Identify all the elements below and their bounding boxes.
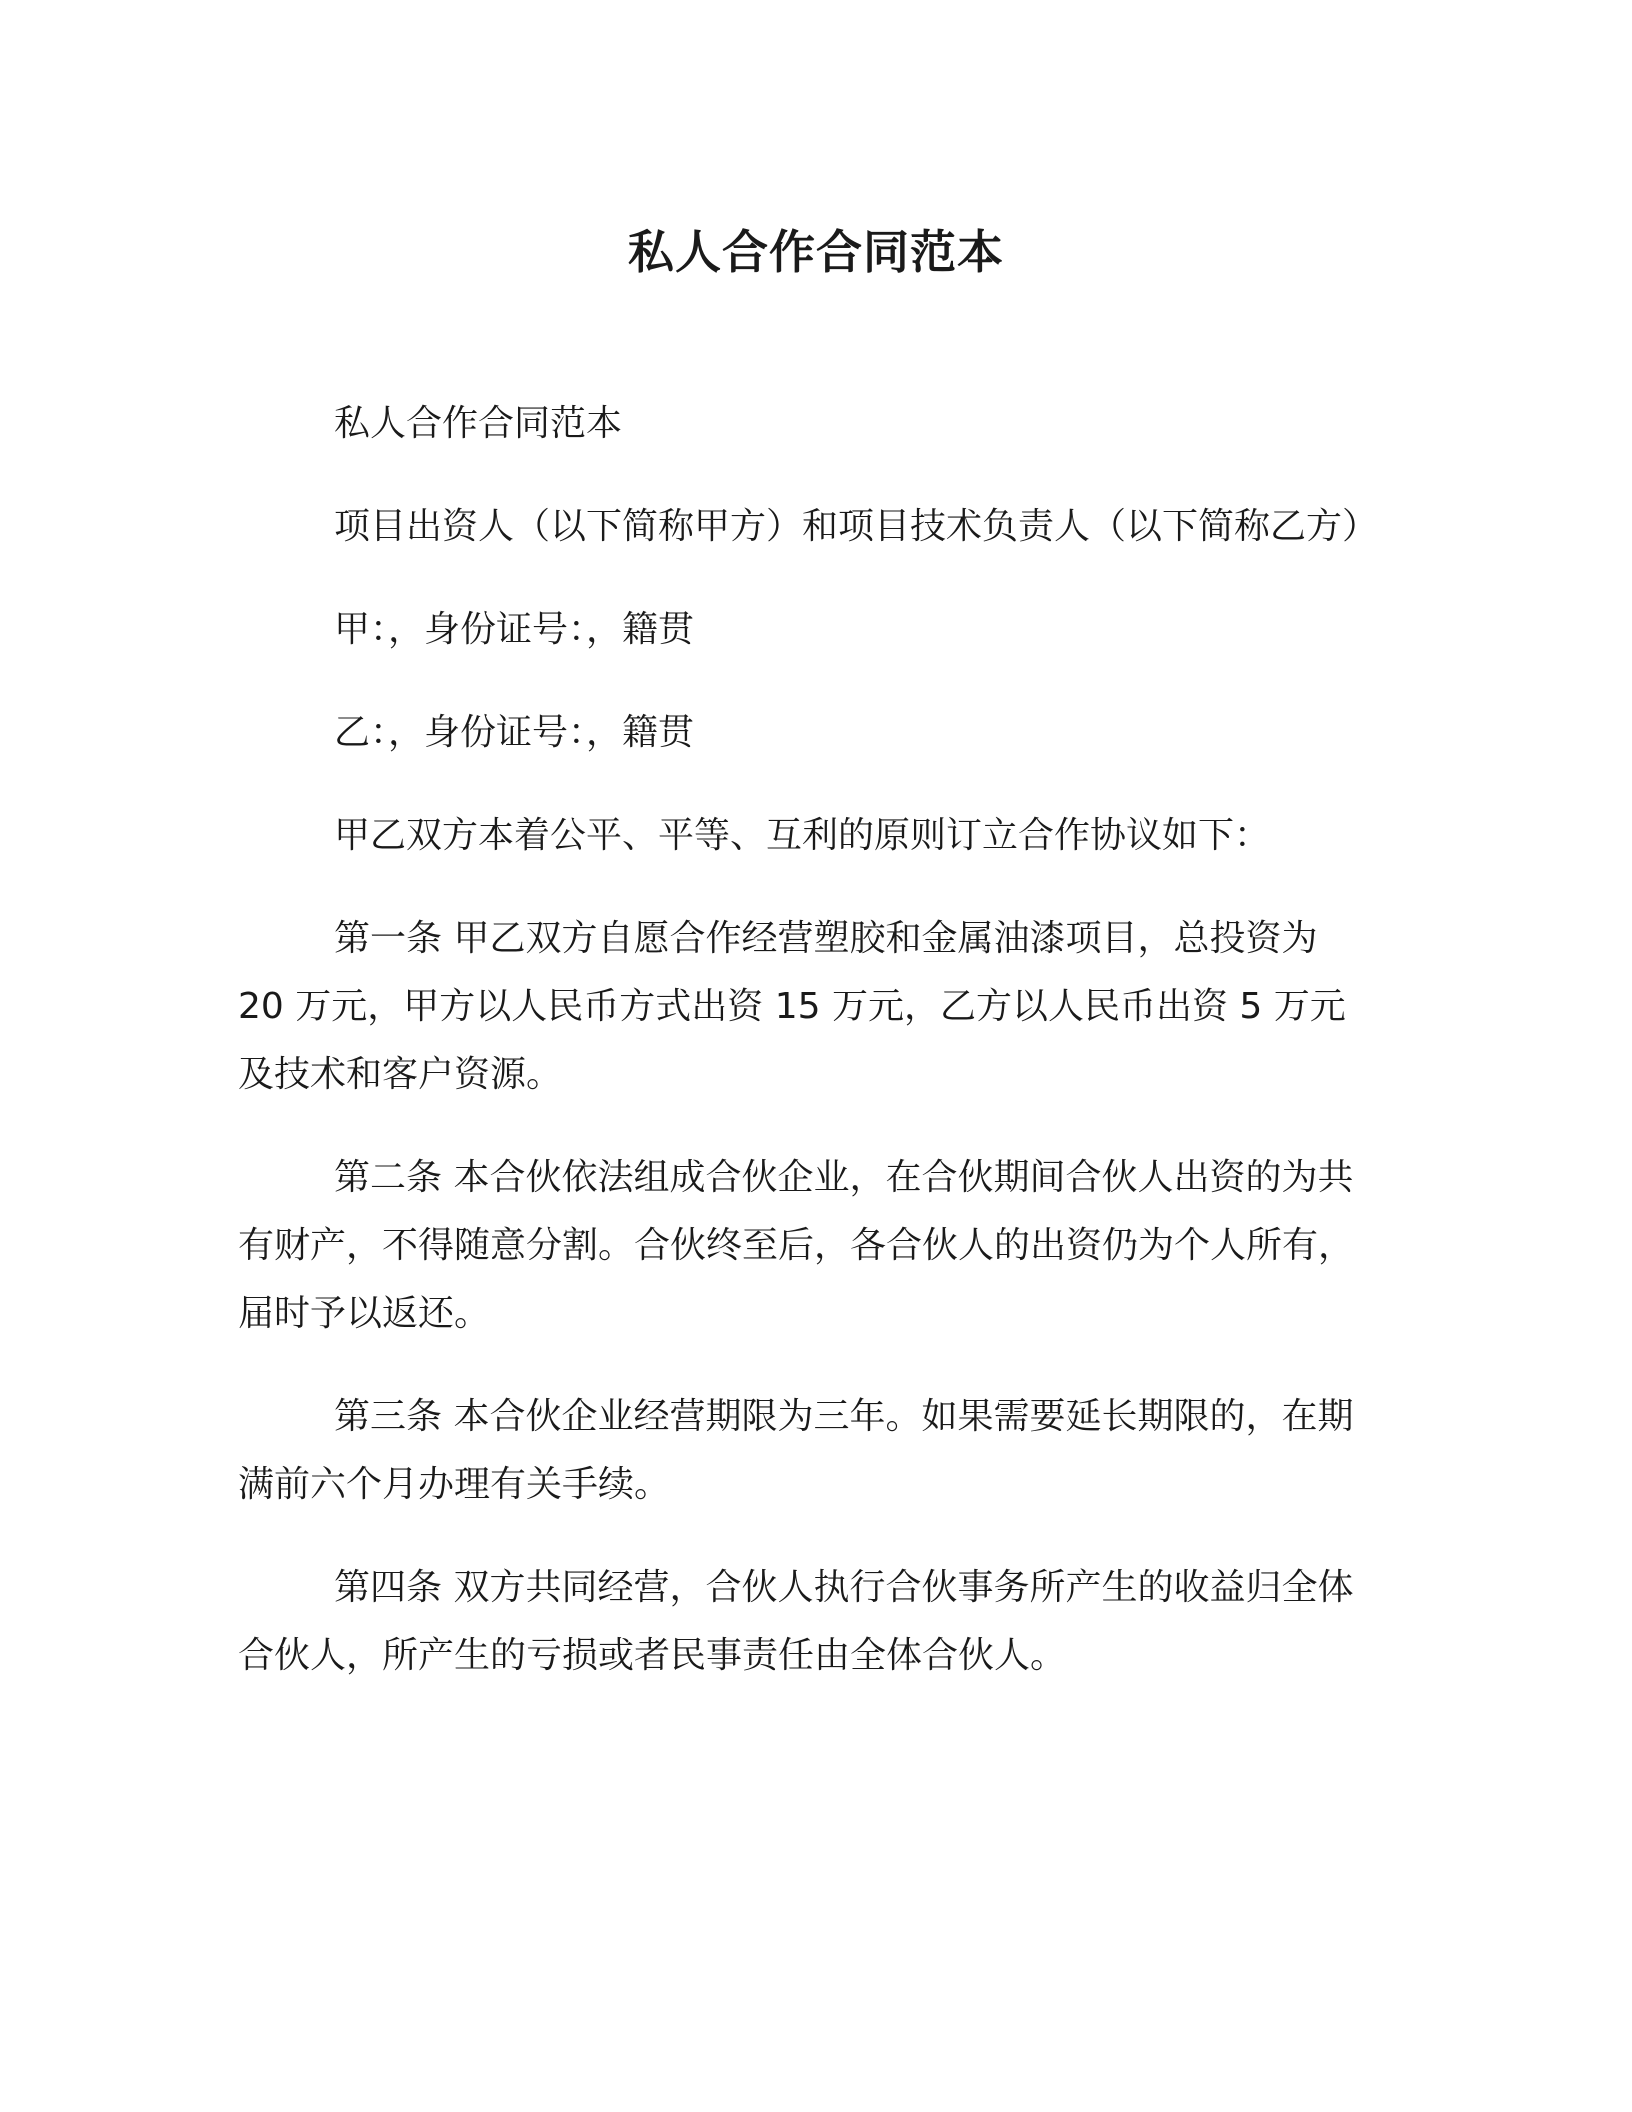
article-line: 第二条 本合伙依法组成合伙企业，在合伙期间合伙人出资的为共 bbox=[334, 1157, 1354, 1198]
intro-line: 乙：，身份证号：，籍贯 bbox=[334, 712, 695, 753]
article-line: 20 万元，甲方以人民币方式出资 15 万元，乙方以人民币出资 5 万元 bbox=[238, 986, 1346, 1027]
article-line: 第四条 双方共同经营，合伙人执行合伙事务所产生的收益归全体 bbox=[334, 1567, 1354, 1608]
intro-line: 项目出资人（以下简称甲方）和项目技术负责人（以下简称乙方） bbox=[334, 506, 1379, 547]
article-line: 第一条 甲乙双方自愿合作经营塑胶和金属油漆项目，总投资为 bbox=[334, 918, 1318, 959]
article-1 bbox=[238, 905, 1398, 1109]
intro-line: 私人合作合同范本 bbox=[334, 403, 623, 444]
article-line: 有财产，不得随意分割。合伙终至后，各合伙人的出资仍为个人所有， bbox=[238, 1225, 1355, 1266]
article-3 bbox=[238, 1383, 1398, 1519]
article-line: 合伙人，所产生的亏损或者民事责任由全体合伙人。 bbox=[238, 1635, 1067, 1676]
article-line: 第三条 本合伙企业经营期限为三年。如果需要延长期限的，在期 bbox=[334, 1396, 1354, 1437]
document-title: 私人合作合同范本 bbox=[628, 225, 1004, 279]
article-4 bbox=[238, 1554, 1398, 1690]
article-line: 及技术和客户资源。 bbox=[238, 1054, 563, 1095]
intro-line: 甲：，身份证号：，籍贯 bbox=[334, 609, 695, 650]
intro-line: 甲乙双方本着公平、平等、互利的原则订立合作协议如下： bbox=[334, 815, 1271, 856]
document-body bbox=[238, 390, 1398, 1690]
article-2 bbox=[238, 1144, 1398, 1348]
article-line: 满前六个月办理有关手续。 bbox=[238, 1464, 671, 1505]
article-line: 届时予以返还。 bbox=[238, 1293, 491, 1334]
